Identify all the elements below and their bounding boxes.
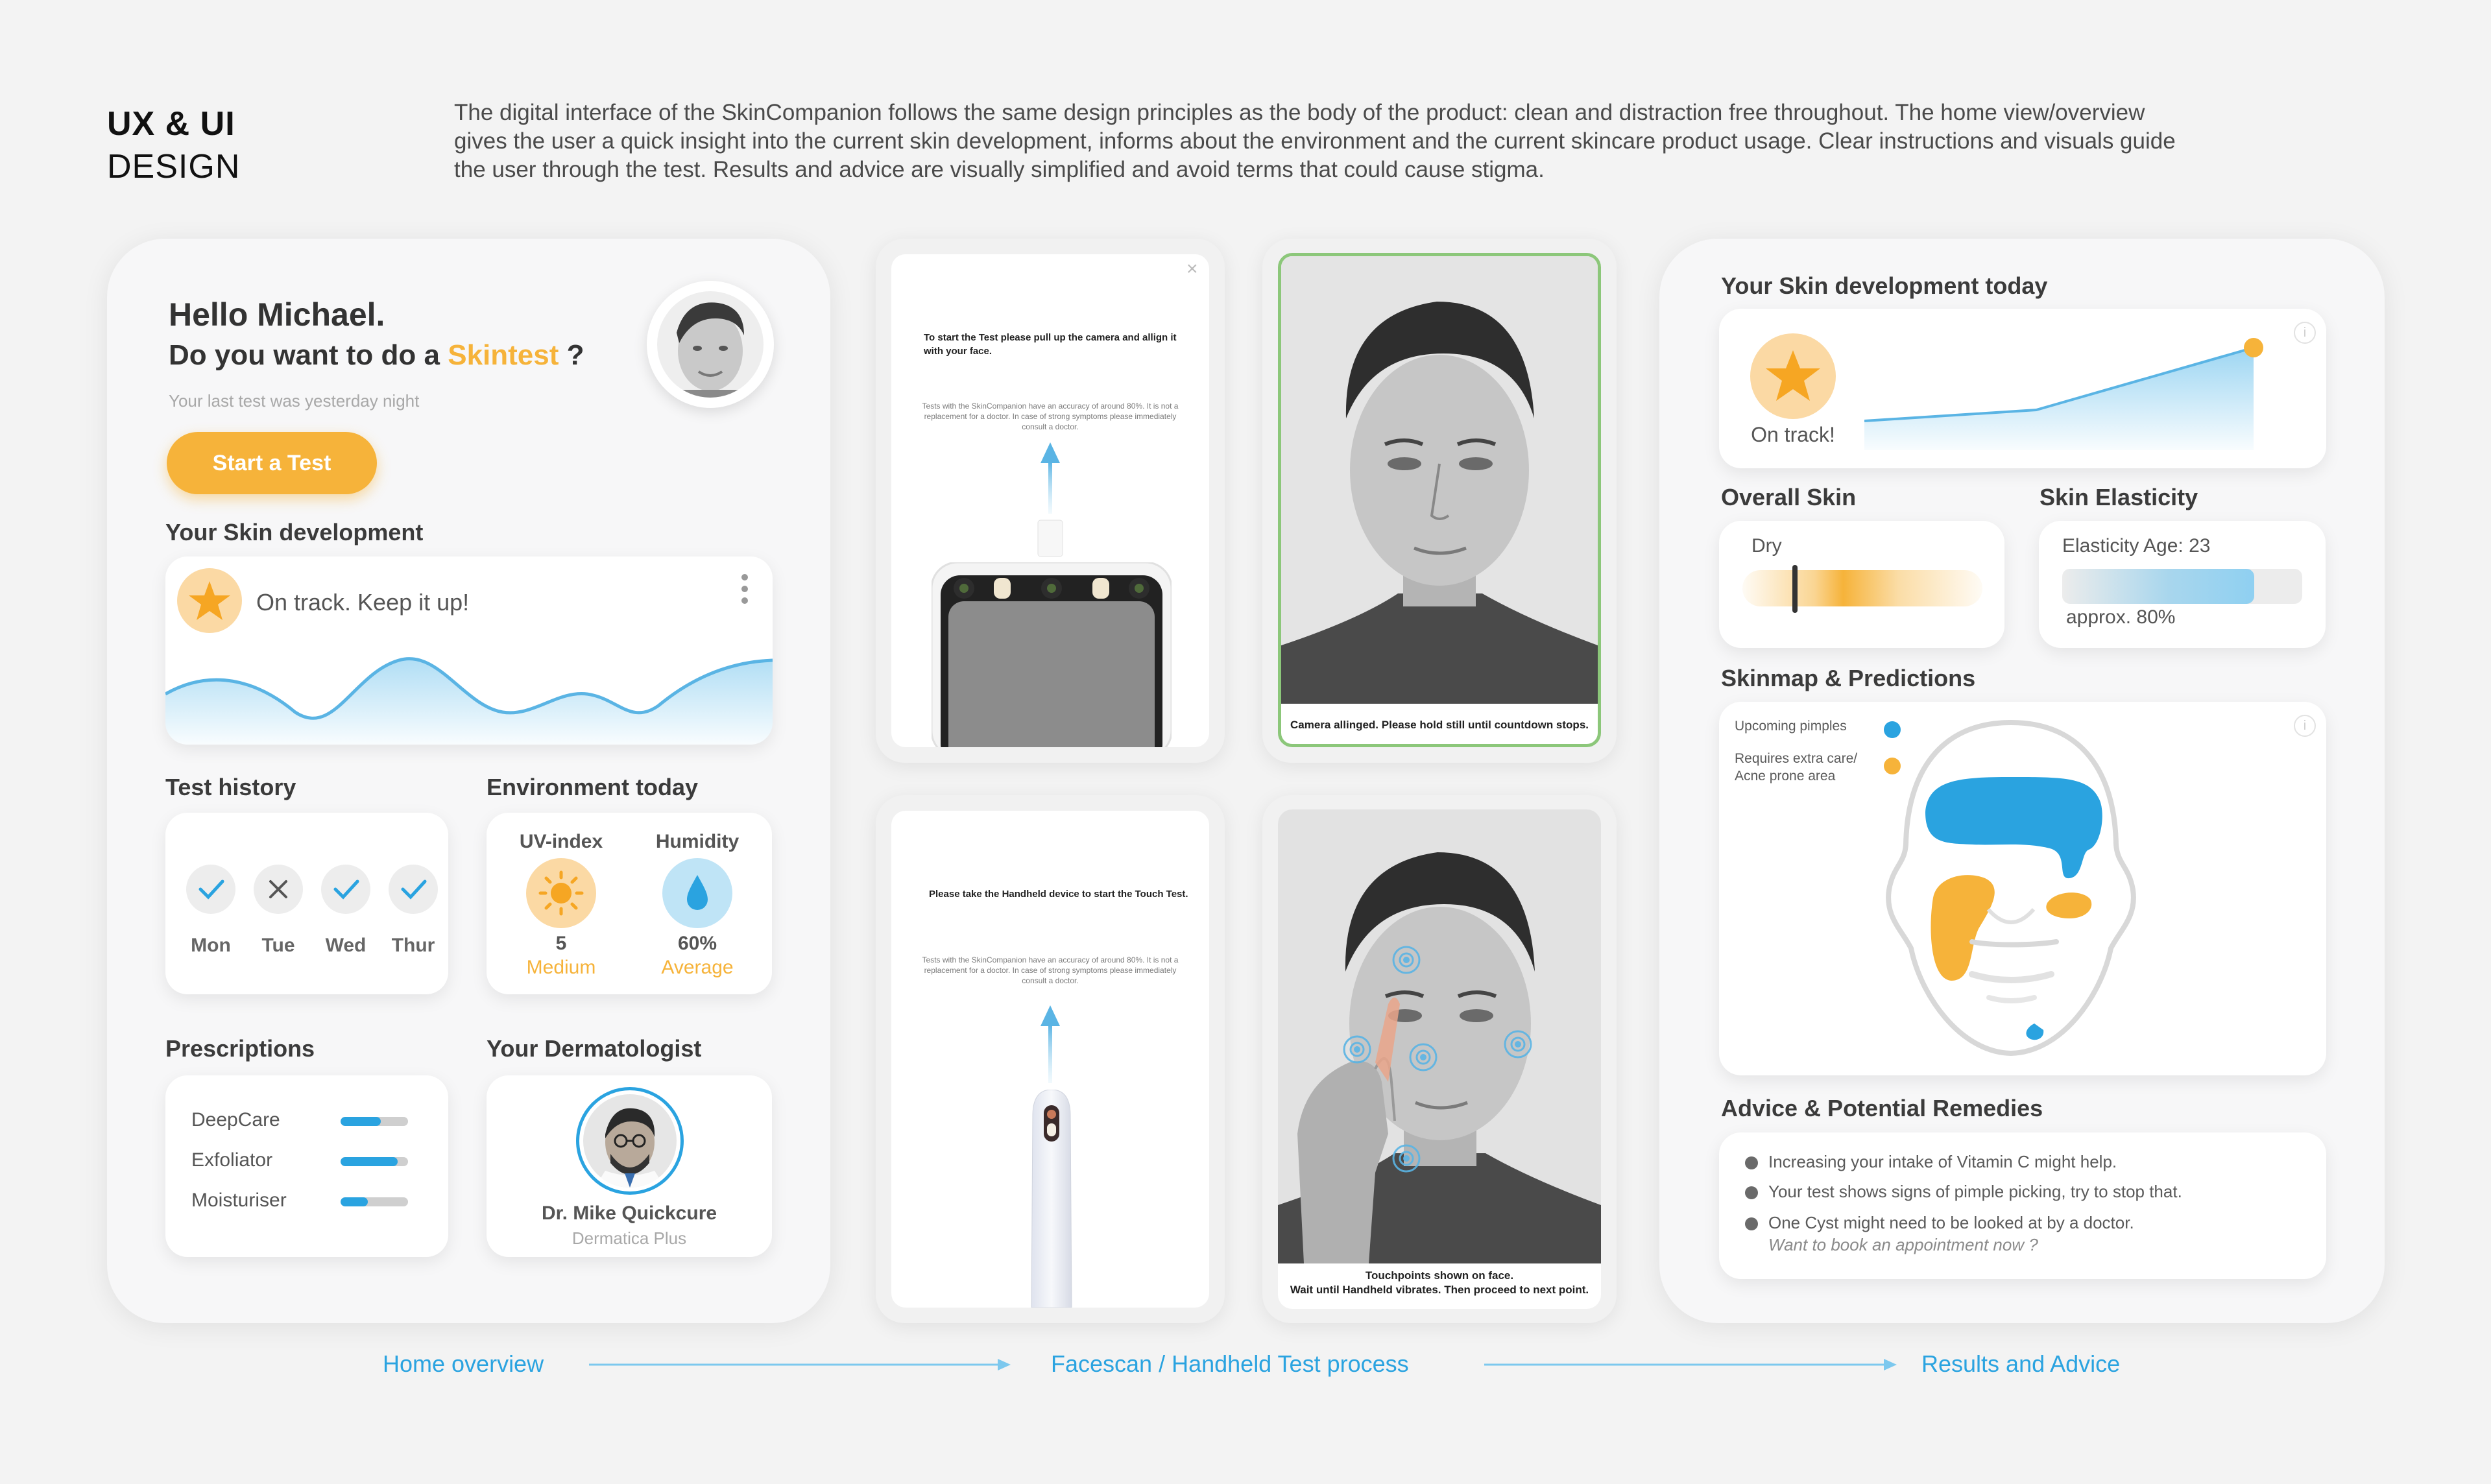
star-icon (177, 568, 242, 633)
test-history-day[interactable] (246, 865, 311, 981)
prescription-name: Exfoliator (191, 1149, 273, 1171)
close-icon[interactable]: × (1186, 258, 1198, 280)
dermatologist-clinic: Dermatica Plus (572, 1228, 687, 1248)
environment-card[interactable] (487, 813, 772, 994)
flow-arrow-icon (1484, 1357, 1897, 1372)
more-options-icon[interactable] (740, 573, 749, 605)
home-overview-panel (107, 239, 830, 1323)
info-icon[interactable] (2294, 322, 2316, 344)
sun-icon (526, 858, 596, 928)
prescription-usage-fill (341, 1197, 368, 1206)
device-illustration (932, 562, 1172, 747)
start-test-label: Start a Test (212, 451, 331, 475)
touchpoints-caption-line-1: Touchpoints shown on face. (1365, 1269, 1514, 1282)
legend-acne-label: Requires extra care/ Acne prone area (1735, 751, 1858, 784)
bullet-dot-icon (1745, 1186, 1758, 1199)
on-track-label: On track! (1751, 423, 1835, 446)
touchpoints-face-photo (1278, 809, 1601, 1263)
environment-title: Environment today (487, 774, 699, 800)
prescription-usage-bar (341, 1117, 408, 1126)
skinmap-face-diagram (1875, 715, 2147, 1065)
camera-instruction: To start the Test please pull up the camera and allign it with your face. (924, 332, 1177, 357)
skin-development-title: Your Skin development (165, 519, 424, 545)
uv-label: UV-index (519, 831, 603, 852)
legend-upcoming-label: Upcoming pimples (1735, 719, 1847, 734)
avatar-face-icon (647, 281, 774, 408)
dermatologist-name: Dr. Mike Quickcure (541, 1203, 717, 1224)
flow-step-process: Facescan / Handheld Test process (1051, 1350, 1409, 1377)
skin-today-trend (1864, 327, 2267, 450)
legend-acne-prone (1735, 750, 1884, 785)
info-glyph: i (2303, 719, 2307, 733)
question-highlight: Skintest (448, 339, 559, 371)
check-icon (321, 865, 370, 914)
touchpoints-caption (1278, 1269, 1601, 1297)
advice-text-2: Your test shows signs of pimple picking, try to stop that. (1768, 1182, 2182, 1201)
flow-arrow-icon (589, 1357, 1011, 1372)
handheld-disclaimer: Tests with the SkinCompanion have an accuracy of around 80%. It is not a replacement for a doctor. In case of strong symptoms please immediately consult a doctor. (922, 955, 1179, 985)
skin-development-wave (165, 634, 773, 745)
prescription-usage-fill (341, 1117, 381, 1126)
prescriptions-card[interactable] (165, 1075, 448, 1257)
greeting: Hello Michael. (169, 296, 385, 333)
face-scan-photo (1281, 256, 1598, 704)
doctor-face-icon (579, 1090, 680, 1191)
dermatologist-avatar[interactable] (576, 1087, 684, 1195)
overall-skin-card[interactable] (1719, 521, 2004, 648)
prescription-usage-bar (341, 1157, 408, 1166)
skin-development-card[interactable] (165, 556, 773, 745)
intro-paragraph: The digital interface of the SkinCompanion follows the same design principles as the body of the product: clean and distraction free throughout. The home view/overview gives the user a quick insight into the current skin development, informs about the environment and the current skincare product usage. Clear instructions and visuals guide the user through the test. Results and advice are visually simplified and avoid terms that could cause stigma. (454, 100, 2176, 182)
camera-setup-screen (876, 239, 1225, 763)
handheld-device-illustration (1029, 1090, 1074, 1308)
accuracy-disclaimer: Tests with the SkinCompanion have an accuracy of around 80%. It is not a replacement for a doctor. In case of strong symptoms please immediately consult a doctor. (922, 401, 1179, 431)
test-history-day-label: Tue (261, 935, 295, 956)
bullet-dot-icon (1745, 1156, 1758, 1169)
skin-elasticity-card[interactable] (2039, 521, 2326, 648)
test-history-day[interactable] (381, 865, 446, 981)
camera-setup-display (891, 254, 1209, 747)
check-icon (389, 865, 438, 914)
uv-level: Medium (526, 957, 596, 978)
page-heading (107, 102, 240, 188)
star-icon (1750, 333, 1836, 419)
advice-item (1745, 1182, 2182, 1202)
skin-today-title: Your Skin development today (1721, 272, 2048, 299)
overall-skin-label: Dry (1751, 535, 1782, 556)
info-glyph: i (2303, 326, 2307, 340)
dermatologist-title: Your Dermatologist (487, 1035, 702, 1062)
uv-value: 5 (555, 933, 567, 954)
check-icon (186, 865, 235, 914)
test-history-card[interactable] (165, 813, 448, 994)
touchpoints-caption-line-2: Wait until Handheld vibrates. Then proceed to next point. (1290, 1284, 1589, 1296)
test-history-day[interactable] (313, 865, 378, 981)
test-history-day[interactable] (178, 865, 243, 981)
test-history-day-label: Wed (325, 935, 367, 956)
skin-today-card[interactable] (1719, 309, 2326, 468)
prescription-name: DeepCare (191, 1109, 280, 1131)
humidity-value: 60% (677, 933, 717, 954)
start-test-button[interactable] (167, 432, 377, 494)
elasticity-fill (2062, 569, 2254, 604)
test-history-day-label: Mon (191, 935, 231, 956)
cross-icon (254, 865, 303, 914)
arrow-up-icon (1034, 1005, 1066, 1083)
handheld-setup-screen (876, 795, 1225, 1323)
question-suffix: ? (566, 339, 584, 371)
flow-step-home: Home overview (383, 1350, 544, 1377)
prescription-usage-fill (341, 1157, 398, 1166)
advice-item (1745, 1152, 2117, 1172)
avatar[interactable] (647, 281, 774, 408)
touchpoints-display (1278, 809, 1601, 1309)
skinmap-title: Skinmap & Predictions (1721, 665, 1976, 691)
skintest-question (169, 339, 584, 372)
info-icon[interactable] (2294, 715, 2316, 737)
heading-line-1: UX & UI (107, 105, 235, 143)
advice-text-3: One Cyst might need to be looked at by a doctor. (1768, 1213, 2134, 1232)
touchpoint-markers (1278, 809, 1601, 1263)
book-appointment-link[interactable]: Want to book an appointment now ? (1768, 1235, 2038, 1254)
camera-aligned-caption: Camera allinged. Please hold still until countdown stops. (1290, 719, 1589, 731)
touchpoints-screen (1262, 795, 1617, 1323)
advice-card[interactable] (1719, 1132, 2326, 1279)
humidity-level: Average (661, 957, 734, 978)
handheld-setup-display (891, 811, 1209, 1308)
last-test-note: Your last test was yesterday night (169, 391, 420, 411)
test-history-day-label: Thur (391, 935, 435, 956)
question-prefix: Do you want to do a (169, 339, 440, 371)
water-drop-icon (662, 858, 732, 928)
overall-skin-marker[interactable] (1792, 565, 1798, 613)
bullet-dot-icon (1745, 1217, 1758, 1230)
prescriptions-title: Prescriptions (165, 1035, 315, 1062)
results-panel (1659, 239, 2385, 1323)
heading-line-2: DESIGN (107, 148, 241, 186)
prescription-usage-bar (341, 1197, 408, 1206)
overall-skin-gauge (1742, 570, 1982, 606)
test-history-title: Test history (165, 774, 296, 800)
humidity-label: Humidity (655, 831, 740, 852)
handheld-instruction: Please take the Handheld device to start the Touch Test. (929, 889, 1188, 900)
skin-elasticity-title: Skin Elasticity (2040, 484, 2198, 510)
advice-title: Advice & Potential Remedies (1721, 1095, 2043, 1121)
elasticity-approx: approx. 80% (2066, 606, 2176, 628)
elasticity-age: Elasticity Age: 23 (2062, 535, 2211, 556)
arrow-up-icon (1034, 442, 1066, 559)
prescription-name: Moisturiser (191, 1190, 287, 1211)
advice-item (1745, 1213, 2134, 1233)
advice-text-1: Increasing your intake of Vitamin C might help. (1768, 1152, 2117, 1171)
skinmap-card[interactable] (1719, 702, 2326, 1075)
skin-development-status: On track. Keep it up! (256, 589, 470, 616)
overall-skin-title: Overall Skin (1721, 484, 1857, 510)
dermatologist-card[interactable] (487, 1075, 772, 1257)
flow-step-results: Results and Advice (1921, 1350, 2121, 1377)
camera-aligned-screen (1262, 239, 1617, 763)
camera-aligned-display (1278, 253, 1601, 747)
